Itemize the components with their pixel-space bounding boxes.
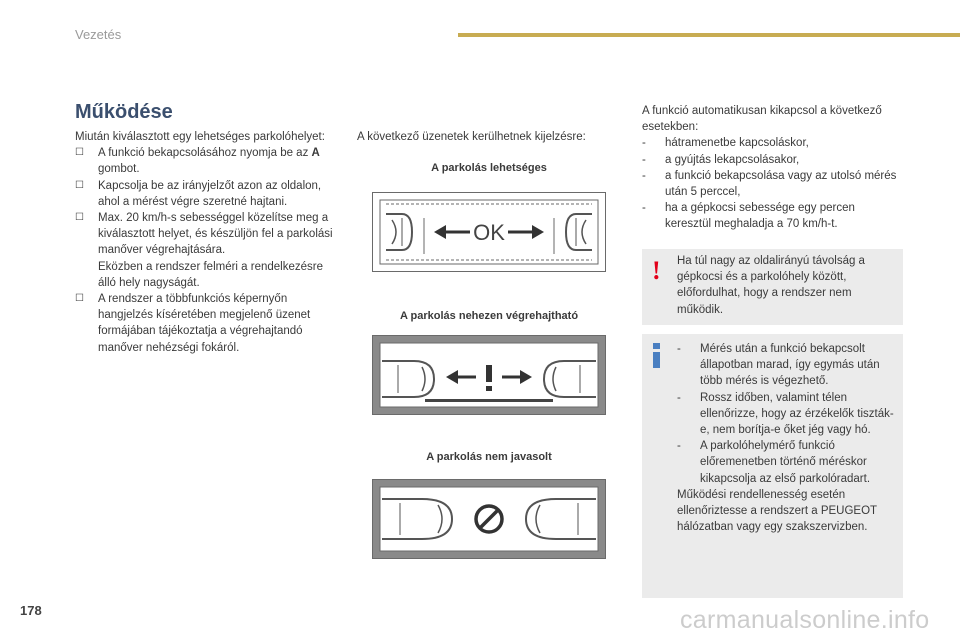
warning-text: Ha túl nagy az oldalirányú távolság a gépkocsi és a parkolóhely között, előfordulhat, hogy a rendszer nem működik. (677, 255, 865, 316)
display-parking-difficult (372, 335, 606, 415)
col1-bullet-3-extra: Eközben a rendszer felméri a rendelkezésre álló hely nagyságát. (98, 260, 324, 289)
col1-bullet-1 (75, 145, 340, 177)
info-dash-1: - Mérés után a funkció bekapcsolt állapotban marad, így egymás után több mérés is végezhető. (677, 343, 880, 388)
col1-bullet-3 (75, 210, 340, 291)
col1-bullet-1-pre: A funkció bekapcsolásához nyomja be az (98, 147, 312, 160)
col1-bullet-1-post: gombot. (98, 163, 140, 176)
column-right (642, 103, 904, 233)
exclamation-icon (486, 365, 492, 391)
prohibited-icon (476, 506, 502, 532)
col2-intro: A következő üzenetek kerülhetnek kijelzésre: (357, 131, 586, 143)
col1-bullet-2 (75, 178, 340, 210)
column-middle (357, 129, 627, 145)
car-right-icon (566, 214, 592, 250)
car-right-icon (544, 361, 596, 397)
col3-dash-2: - a gyújtás lekapcsolásakor, (642, 153, 800, 166)
col1-bullet-1-bold: A (311, 147, 320, 160)
caption-parking-difficult: A parkolás nehezen végrehajtható (399, 310, 579, 322)
col3-dash-1: - hátramenetbe kapcsoláskor, (642, 137, 809, 150)
col1-bullet-4 (75, 291, 340, 356)
warning-box (642, 249, 903, 325)
header-accent-bar (458, 33, 960, 37)
info-box (642, 334, 903, 598)
col3-dash-4-text: ha a gépkocsi sebessége egy percen keresztül meghaladja a 70 km/h-t. (665, 202, 855, 231)
car-left-icon (386, 214, 412, 250)
car-left-icon (382, 361, 434, 397)
col3-dash-1-text: hátramenetbe kapcsoláskor, (665, 137, 809, 150)
watermark: carmanualsonline.info (680, 606, 930, 634)
col3-dash-3-text: a funkció bekapcsolása vagy az utolsó mérés után 5 perccel, (665, 169, 897, 199)
info-dash-2: - Rossz időben, valamint télen ellenőrizze, hogy az érzékelők tiszták-e, nem borítja-e őket jég vagy hó. (677, 391, 894, 437)
car-left-icon (382, 499, 452, 539)
column-left (75, 129, 340, 356)
col3-dash-2-text: a gyújtás lekapcsolásakor, (665, 153, 800, 166)
checkbox-bullet-icon: ☐ (75, 179, 84, 191)
checkbox-bullet-icon: ☐ (75, 212, 84, 224)
car-right-icon (526, 499, 596, 539)
info-icon (653, 343, 660, 368)
display-parking-possible (372, 192, 606, 272)
caption-parking-possible: A parkolás lehetséges (431, 162, 547, 174)
col1-bullet-4-text: A rendszer a többfunkciós képernyőn hangjelzés kíséretében megjelenő üzenet formájában tájékoztatja a végrehajtandó manőver nehézségi fokáról. (98, 293, 311, 354)
page-number: 178 (20, 603, 42, 618)
col1-intro: Miután kiválasztott egy lehetséges parkolóhelyet: (75, 131, 325, 143)
caption-parking-not-recommended: A parkolás nem javasolt (426, 451, 552, 463)
info-dash-3: - A parkolóhelymérő funkció előremenetben történő méréskor kikapcsolja az első parkolóradart. (677, 440, 871, 485)
warning-exclamation-icon: ! (652, 256, 661, 285)
col3-dash-4: - ha a gépkocsi sebessége egy percen keresztül meghaladja a 70 km/h-t. (642, 202, 855, 231)
display-parking-not-recommended (372, 479, 606, 559)
section-title: Működése (75, 101, 173, 123)
info-content (677, 341, 897, 535)
difficulty-underline (425, 399, 553, 402)
col1-bullet-3-text: Max. 20 km/h-s sebességgel közelítse meg a kiválasztott helyet, és készüljön fel a parkolási manőver végrehajtására. (98, 212, 333, 257)
ok-label: OK (473, 220, 505, 245)
info-closing: Működési rendellenesség esetén ellenőriztesse a rendszert a PEUGEOT hálózatban vagy egy szakszervizben. (677, 488, 877, 534)
col1-bullet-2-text: Kapcsolja be az irányjelzőt azon az oldalon, ahol a mérést végre szeretné hajtani. (98, 179, 322, 208)
col3-dash-3: - a funkció bekapcsolása vagy az utolsó mérés után 5 perccel, (642, 169, 897, 199)
info-dash-1-text: Mérés után a funkció bekapcsolt állapotban marad, így egymás után több mérés is végezhető. (700, 343, 880, 388)
info-dash-2-text: Rossz időben, valamint télen ellenőrizze, hogy az érzékelők tiszták-e, nem borítja-e őket jég vagy hó. (700, 391, 894, 437)
checkbox-bullet-icon: ☐ (75, 293, 84, 305)
col3-intro: A funkció automatikusan kikapcsol a következő esetekben: (642, 105, 882, 134)
header-title: Vezetés (75, 27, 122, 42)
checkbox-bullet-icon: ☐ (75, 147, 84, 159)
info-dash-3-text: A parkolóhelymérő funkció előremenetben történő méréskor kikapcsolja az első parkolóradart. (700, 440, 871, 485)
